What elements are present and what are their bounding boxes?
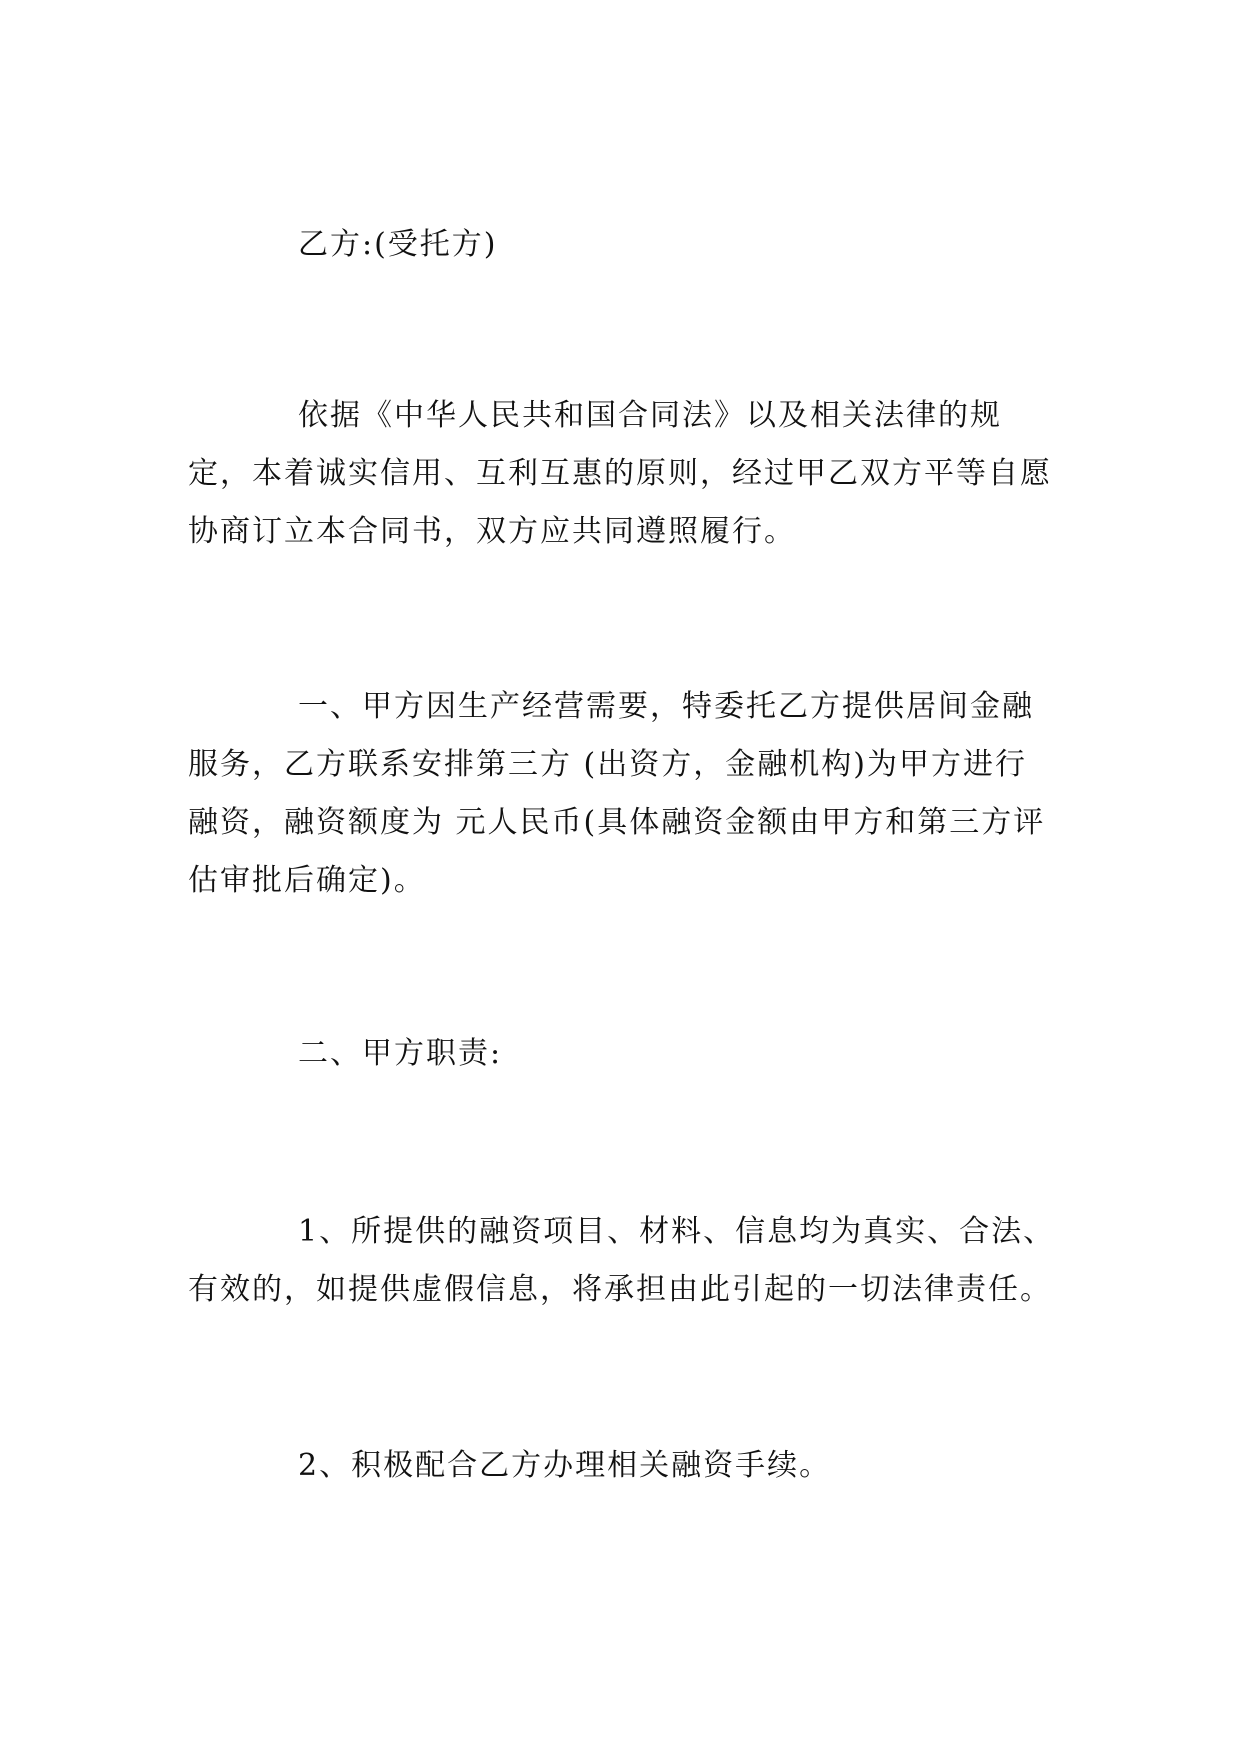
clause-two-heading: 二、甲方职责:	[298, 1036, 503, 1071]
party-b-label: 乙方:(受托方)	[298, 227, 498, 262]
clause-one-paragraph: 一、甲方因生产经营需要，特委托乙方提供居间金融服务，乙方联系安排第三方 (出资方，金融机构)为甲方进行融资，融资额度为 元人民币(具体融资金额由甲方和第三方评估审批后确定)。	[188, 689, 1046, 898]
clause-two-item-1: 1、所提供的融资项目、材料、信息均为真实、合法、有效的，如提供虚假信息，将承担由此引起的一切法律责任。	[188, 1214, 1056, 1307]
clause-two-item-2: 2、积极配合乙方办理相关融资手续。	[298, 1448, 832, 1483]
preamble-paragraph: 依据《中华人民共和国合同法》以及相关法律的规定，本着诚实信用、互利互惠的原则，经过甲乙双方平等自愿协商订立本合同书，双方应共同遵照履行。	[188, 398, 1052, 549]
